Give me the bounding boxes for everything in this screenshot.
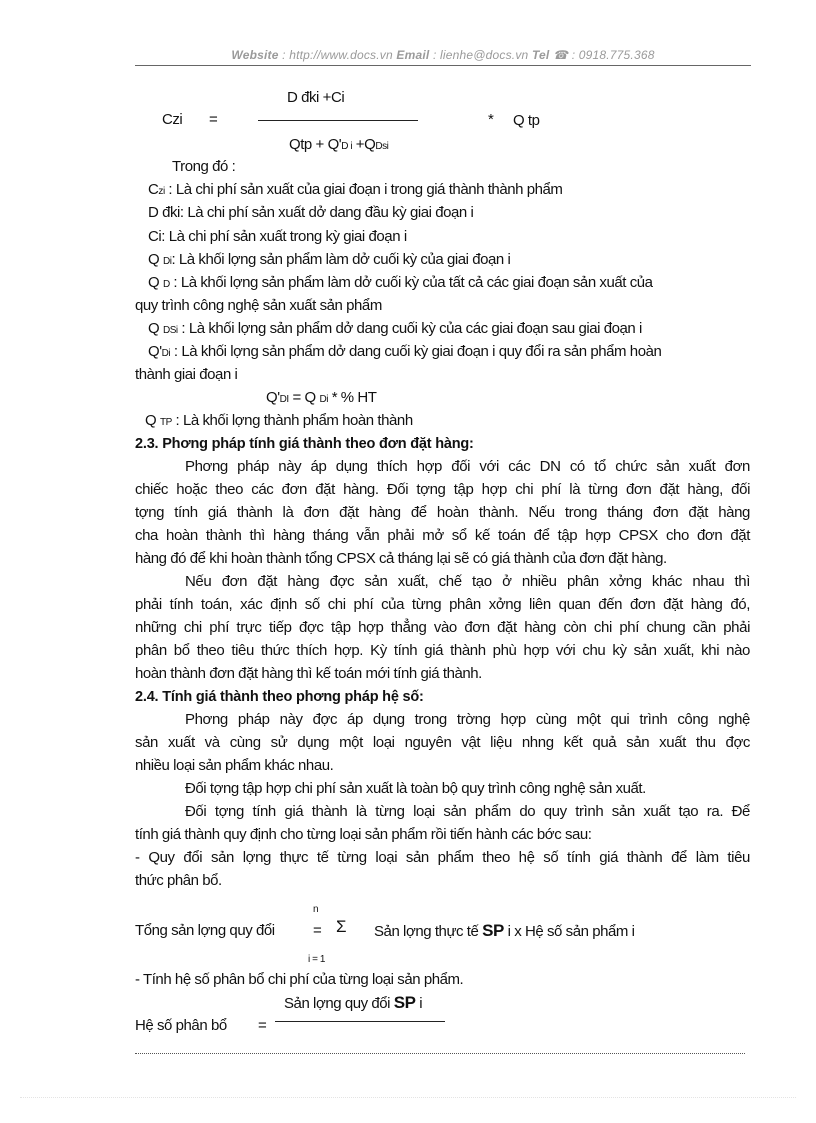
f3-numer-sp: SP [393, 993, 416, 1012]
f3-numer-a: Sản lợng quy đổi [284, 995, 394, 1012]
qeq-c: * % HT [327, 389, 377, 406]
formula1-lhs-text: Czi [162, 111, 183, 128]
denom-sub1: D i [341, 141, 353, 152]
def-qdsi [148, 320, 642, 340]
step-2: - Tính hệ số phân bổ chi phí của từng loại sản phẩm. [135, 971, 464, 988]
formula1-fraction-bar [258, 120, 418, 121]
def-qd-cont: quy trình công nghệ sản xuất sản phẩm [135, 297, 382, 314]
def-qtp-symbol: Q [145, 412, 160, 429]
s24-p2: Đối tợng tập hợp chi phí sản xuất là toàn bộ quy trình công nghệ sản xuất. [185, 780, 646, 797]
def-qd-symbol: Q [148, 274, 163, 291]
s23-p2-line: những chi phí trực tiếp đợc tập hợp thẳng vào đơn đặt hàng còn chi phí chung cần phải [135, 619, 750, 636]
def-qdsi-text: : Là khối lợng sản phẩm dở dang cuối kỳ của các giai đoạn sau giai đoạn i [177, 320, 642, 337]
website-label: Website [231, 48, 279, 62]
def-qdi-symbol: Q [148, 251, 163, 268]
f2-term-a: Sản lợng thực tế [374, 923, 483, 940]
qeq-s1: DI [279, 394, 289, 405]
page-header [135, 48, 751, 62]
def-qd-text: : Là khối lợng sản phẩm làm dở cuối kỳ của tất cả các giai đoạn sản xuất của [169, 274, 653, 291]
footer-rule [135, 1053, 745, 1054]
s24-p4-last: thức phân bổ. [135, 872, 222, 889]
qprime-equation [266, 389, 377, 409]
page-edge-rule [20, 1097, 796, 1098]
formula2-equals: = [313, 922, 322, 939]
s23-p1-last: hàng đó để khi hoàn thành tổng CPSX cả tháng lại sẽ có giá thành của đơn đặt hàng. [135, 550, 667, 567]
s24-p1-last: nhiều loại sản phẩm khác nhau. [135, 757, 334, 774]
website-url: : http://www.docs.vn [282, 48, 393, 62]
s23-p2-last: hoàn thành đơn đặt hàng thì kế toán mới tính giá thành. [135, 665, 482, 682]
formula3-lhs: Hệ số phân bổ [135, 1017, 227, 1034]
def-qdi-sub: Di [162, 256, 172, 267]
formula1-equals: = [209, 111, 218, 128]
header-rule [135, 65, 751, 66]
denom-sub2: Dsi [375, 141, 389, 152]
f2-term-sp: SP [482, 921, 504, 940]
sigma-symbol: Σ [336, 917, 347, 936]
s24-p4-line: - Quy đổi sản lợng thực tế từng loại sản phẩm theo hệ số tính giá thành để làm tiêu [135, 849, 750, 866]
def-qd-sub: D [162, 279, 170, 290]
formula2-lhs: Tổng sản lợng quy đổi [135, 922, 275, 939]
def-ci: Ci: Là chi phí sản xuất trong kỳ giai đoạn i [148, 228, 407, 245]
formula3-fraction-bar [275, 1021, 445, 1022]
def-czi-text: : Là chi phí sản xuất của giai đoạn i trong giá thành thành phẩm [164, 181, 563, 198]
s24-p1-line: sản xuất và cùng sử dụng một loại nguyên vật liệu nhng kết quả sản xuất thu đợc [135, 734, 750, 751]
defs-intro: Trong đó : [172, 158, 236, 175]
formula1-denominator [289, 136, 388, 156]
denom-b: +Q [352, 136, 376, 153]
tel-label: Tel [531, 48, 550, 62]
formula1-rhs: Q tp [513, 112, 540, 129]
def-qprime [148, 343, 661, 363]
def-qtp-sub: TP [159, 417, 172, 428]
qeq-a: Q' [266, 389, 280, 406]
def-qdi [148, 251, 510, 271]
formula2-term [374, 922, 635, 941]
def-czi-symbol: C [148, 181, 159, 198]
def-qprime-sub: Di [161, 348, 171, 359]
def-qtp-text: : Là khối lợng thành phẩm hoàn thành [171, 412, 413, 429]
def-qprime-text: : Là khối lợng sản phẩm dở dang cuối kỳ giai đoạn i quy đổi ra sản phẩm hoàn [170, 343, 662, 360]
def-qtp [145, 412, 413, 432]
formula1-numerator: D đki +Ci [287, 89, 345, 106]
s23-p1-line: tợng tính giá thành là đơn đặt hàng để hoàn thành. Nếu trong tháng đơn đặt hàng [135, 504, 750, 521]
s24-p1-line: Phơng pháp này đợc áp dụng trong trờng hợp cùng một qui trình công nghệ [185, 711, 750, 728]
formula1-lhs [162, 111, 182, 129]
tel-number: ☎ : 0918.775.368 [553, 48, 655, 62]
s23-p1-line: cha hoàn thành thì hàng tháng vẫn phải mở sổ kế toán để tập hợp CPSX cho đơn đặt [135, 527, 750, 544]
s23-p2-line: phải tính toán, xác định số chi phí của từng phân xởng liên quan đến đơn đặt hàng đó, [135, 596, 750, 613]
email-address: : lienhe@docs.vn [432, 48, 529, 62]
email-label: Email [396, 48, 430, 62]
def-qprime-cont: thành giai đoạn i [135, 366, 238, 383]
section-2-3-heading: 2.3. Phơng pháp tính giá thành theo đơn đặt hàng: [135, 436, 474, 452]
def-qdsi-sub: DSi [162, 325, 178, 336]
s23-p1-line: chiếc hoặc theo các đơn đặt hàng. Đối tợng tập hợp chi phí là từng đơn đặt hàng, đối [135, 481, 750, 498]
formula3-equals: = [258, 1017, 267, 1034]
def-qd [148, 274, 653, 294]
def-qdi-text: : Là khối lợng sản phẩm làm dở cuối kỳ của giai đoạn i [171, 251, 511, 268]
def-qdsi-symbol: Q [148, 320, 163, 337]
s23-p1-line: Phơng pháp này áp dụng thích hợp đối với các DN có tổ chức sản xuất đơn [185, 458, 750, 475]
formula3-numerator [284, 994, 422, 1013]
qeq-b: = Q [288, 389, 320, 406]
def-ddki: D đki: Là chi phí sản xuất dở dang đầu kỳ giai đoạn i [148, 204, 474, 221]
def-czi [148, 181, 562, 201]
f3-numer-b: i [415, 995, 423, 1012]
def-qprime-symbol: Q' [148, 343, 162, 360]
sum-lower-limit: i = 1 [308, 954, 325, 965]
qeq-s2: Di [319, 394, 328, 405]
s23-p2-line: phân bổ theo tiêu thức thích hợp. Kỳ tính giá thành phù hợp với chu kỳ sản xuất, khi nào [135, 642, 750, 659]
s24-p3-line: Đối tợng tính giá thành là từng loại sản phẩm do quy trình sản xuất tạo ra. Để [185, 803, 750, 820]
def-czi-sub: zi [158, 186, 165, 197]
formula1-multiply: * [488, 111, 494, 128]
f2-term-b: i x Hệ số sản phẩm i [503, 923, 635, 940]
s23-p2-line: Nếu đơn đặt hàng đợc sản xuất, chế tạo ở nhiều phân xởng khác nhau thì [185, 573, 750, 590]
denom-a: Qtp + Q' [289, 136, 342, 153]
section-2-4-heading: 2.4. Tính giá thành theo phơng pháp hệ số: [135, 689, 424, 705]
sum-upper-limit: n [313, 904, 319, 915]
s24-p3-last: tính giá thành quy định cho từng loại sản phẩm rồi tiến hành các bớc sau: [135, 826, 592, 843]
